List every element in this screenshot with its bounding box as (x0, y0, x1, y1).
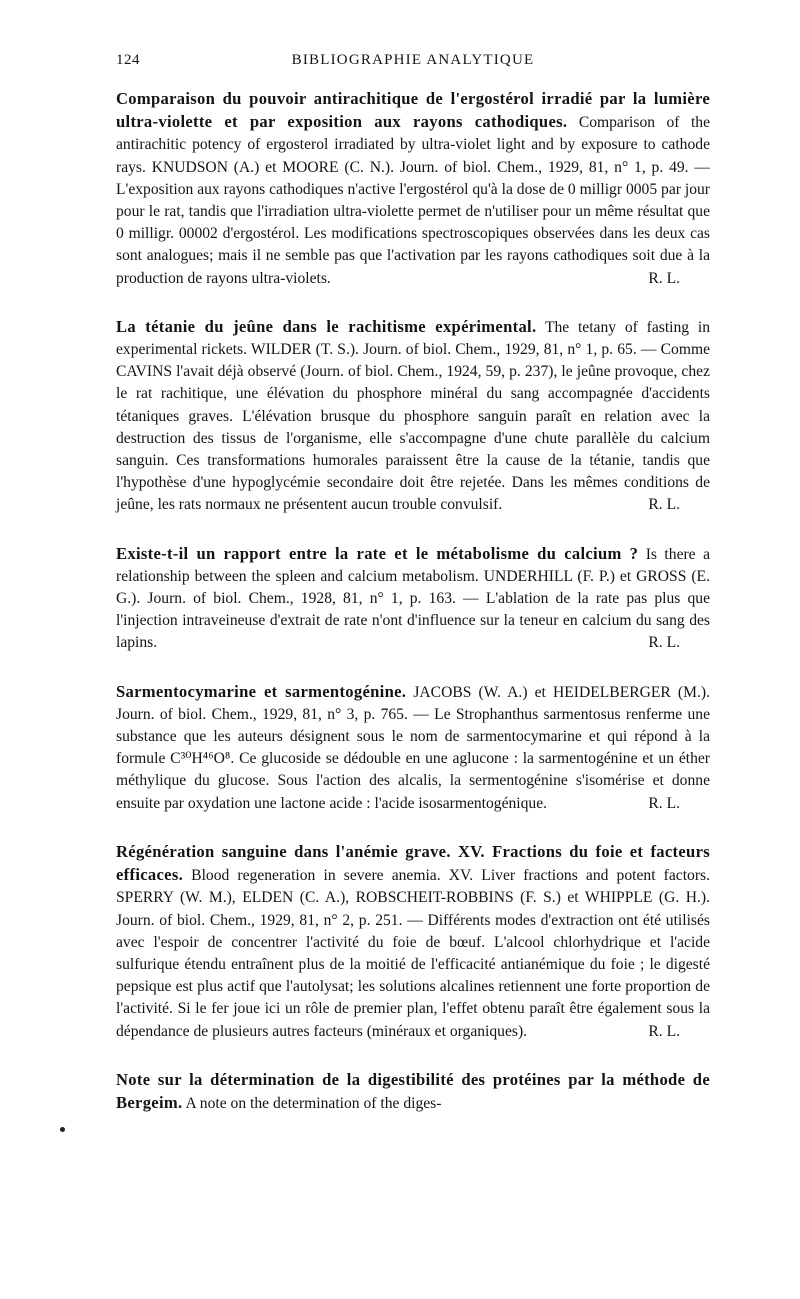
abstract-entry (116, 841, 710, 1043)
abstract-entry (116, 316, 710, 517)
entry-body: Blood regeneration in severe anemia. XV. Liver fractions and potent factors. SPERRY (W. M.), ELDEN (C. A.), ROBSCHEIT-ROBBINS (F. S.) et WHIPPLE (G. H.). Journ. of biol. Chem., 1929, 81, n° 2, p. 251. — Différents modes d'extraction ont été utilisés avec l'espoir de concentrer l'activité du foie de bœuf. L'alcool chlorhydrique et l'acide sulfurique étendu entraînent plus de la moitié de l'efficacité antianémique du foie ; le digesté pepsique est plus actif que l'autolysat; les solutions alcalines retiennent une forte proportion de l'activité. Si le fer joue ici un rôle de premier plan, l'effet obtenu paraît être également sous la dépendance de plusieurs autres facteurs (minéraux et organiques). (116, 867, 710, 1040)
entry-signature: R. L. (648, 1022, 680, 1040)
entry-body: A note on the determination of the diges- (185, 1094, 442, 1112)
page-number: 124 (116, 52, 140, 68)
entry-body: Is there a relationship between the spleen and calcium metabolism. UNDERHILL (F. P.) et GROSS (E. G.). Journ. of biol. Chem., 1928, 81, n° 1, p. 163. — L'ablation de la rate pas plus que l'injection intraveineuse d'extrait de rate n'ont d'influence sur la teneur en calcium du sang des lapins. (116, 545, 710, 652)
entry-title: Sarmentocymarine et sarmentogénine. (116, 681, 407, 701)
abstract-entry (116, 681, 710, 815)
margin-dot (60, 1127, 65, 1132)
entry-title: Existe-t-il un rapport entre la rate et le métabolisme du calcium ? (116, 543, 639, 563)
entry-title: Note sur la détermination de la digestibilité des protéines par la méthode de Bergeim. (116, 1069, 710, 1112)
page-header (116, 52, 710, 78)
abstract-list (116, 88, 710, 1141)
entry-signature: R. L. (648, 634, 680, 652)
entry-signature: R. L. (648, 794, 680, 812)
entry-title: La tétanie du jeûne dans le rachitisme expérimental. (116, 316, 537, 336)
entry-title: Régénération sanguine dans l'anémie grave. XV. Fractions du foie et facteurs efficaces. (116, 841, 710, 885)
abstract-entry (116, 88, 710, 290)
entry-title: Comparaison du pouvoir antirachitique de l'ergostérol irradié par la lumière ultra-violette et par exposition aux rayons cathodiques. (116, 89, 710, 132)
entry-signature: R. L. (648, 496, 680, 514)
abstract-entry (116, 543, 710, 655)
entry-signature: R. L. (648, 269, 680, 287)
entry-body: JACOBS (W. A.) et HEIDELBERGER (M.). Journ. of biol. Chem., 1929, 81, n° 3, p. 765. — Le Strophanthus sarmentosus renferme une substance que les auteurs désignent sous le nom de sarmentocymarine et qui répond à la formule C³⁰H⁴⁶O⁸. Ce glucoside se dédouble en une aglucone : la sarmentogénine et un éther méthylique du glucose. Sous l'action des alcalis, la sermentogénine s'isomérise et donne ensuite par oxydation une lactone acide : l'acide isosarmentogénique. (116, 683, 710, 812)
entry-body: The tetany of fasting in experimental rickets. WILDER (T. S.). Journ. of biol. Chem., 1929, 81, n° 1, p. 65. — Comme CAVINS l'avait déjà observé (Journ. of biol. Chem., 1924, 59, p. 237), le jeûne provoque, chez le rat rachitique, une élévation du phosphore minéral du sang accompagnée d'accidents tétaniques graves. L'élévation brusque du phosphore sanguin paraît en relation avec la destruction des tissus de l'organisme, elle s'accompagne d'une chute parallèle du calcium sanguin. Ces transformations humorales paraissent être la cause de la tétanie, tandis que l'hypothèse d'une hypoglycémie secondaire doit être rejetée. Dans les mêmes conditions de jeûne, les rats normaux ne présentent aucun trouble convulsif. (116, 318, 711, 514)
entry-body: Comparison of the antirachitic potency of ergosterol irradiated by ultra-violet light and by exposure to cathode rays. KNUDSON (A.) et MOORE (C. N.). Journ. of biol. Chem., 1929, 81, n° 1, p. 49. — L'exposition aux rayons cathodiques n'active l'ergostérol qu'à la dose de 0 milligr 0005 par jour pour le rat, tandis que l'irradiation ultra-violette permet de n'utiliser pour un même résultat que 0 milligr. 00002 d'ergostérol. Les modifications spectroscopiques observées dans les deux cas sont analogues; mais il ne semble pas que l'activation par les rayons cathodiques soit due à la production de rayons ultra-violets. (116, 114, 711, 287)
abstract-entry (116, 1069, 710, 1115)
running-title: BIBLIOGRAPHIE ANALYTIQUE (291, 52, 535, 68)
